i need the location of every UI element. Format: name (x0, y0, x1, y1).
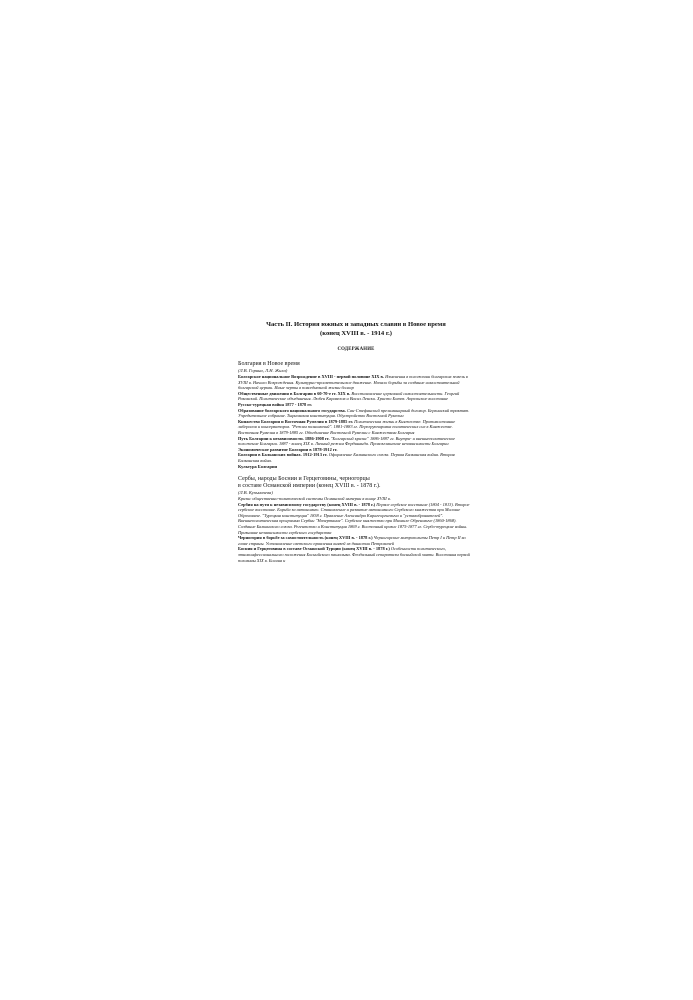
part-title-line1: Часть II. История южных и западных славян в Новое время (266, 321, 446, 328)
toc-entry-description: Восстановление церковной самостоятельности. Георгий Раковский. Политические объединения. Любен Каравелов и Васил Левски. Христо Ботев. Апрельское восстание (238, 390, 460, 402)
toc-entry-heading: Сербия на пути к независимому государству (конец XVIII в. - 1878 г.) (238, 501, 376, 507)
toc-entry-description: Изменения в положении болгарских земель в XVIII в. Начало Возрождения. Культурно-просветительское движение. Начало борьбы за создание самостоятельной болгарской церкви. Иные черты в повседневной жизни болгар (238, 374, 468, 391)
toc-entry-heading: Княжество Болгария и Восточная Румелия в 1879-1885 гг. (238, 418, 354, 424)
section-authors: (Л.В. Кузьмичева) (238, 490, 273, 496)
toc-entry (238, 546, 474, 563)
toc-entry-description: Первое сербское восстание (1804 - 1813). Второе сербское восстание. Борьба за автономию. Становление и развитие автономного Сербского княжества при Милоше Обреновиче. "Турецкая конституция" 1838 г. Правление Александра Карагеоргиевича и "уставобранителей". Внешнеполитическая программа Сербии "Начертание". Сербское княжество при Михаиле Обреновиче (1860-1868). Создание Балканского союза. Регентство и Конституция 1869 г. Восточный кризис 1875-1877 гг. Сербо-турецкие войны. Признание независимости сербского государства (238, 501, 470, 535)
toc-entry-heading: Образование болгарского национального государства. (238, 407, 346, 413)
toc-entry-description: Оформление Балканского союза. Первая Балканская война. Вторая Балканская война. (238, 452, 455, 463)
toc-entry (238, 436, 474, 447)
toc-entry-heading: Русско-турецкая война 1877 - 1878 гг. (238, 401, 312, 407)
toc-entry-description: Особенности политического, этноконфессионального положения Боснийского пашалыка. Феодальный сепаратизм боснийской знати. Восстания первой половины XIX в. Босния и (238, 546, 470, 563)
section-title-line2: в составе Османской империи (конец XVIII в. - 1878 г.). (238, 483, 381, 490)
toc-entry (238, 419, 474, 436)
section-bulgaria (238, 361, 474, 469)
section-title-line1: Сербы, народы Боснии и Герцеговины, черногорцы (238, 476, 370, 483)
toc-entry-heading: Экономическое развитие Болгарии в 1878-1912 гг. (238, 446, 338, 452)
toc-entry-description: Сан-Стефанский прелиминарный договор. Берлинский трактат. Учредительное собрание. Тырновская конституция. Обустройство Восточной Румелии (238, 407, 470, 419)
toc-entry-heading: Босния и Герцеговина в составе Османской Турции (конец XVIII в. - 1878 г.) (238, 546, 390, 552)
toc-entry-description: "Болгарский кризис" 1886-1887 гг. Внутри- и внешнеполитическое положение Болгарии. 1887 - конец XIX в. Личный режим Фердинанда. Провозглашение независимости Болгарии (238, 435, 456, 447)
toc-entry-description: Черногорские митрополиты Петр I и Петр II во главе страны. Установление светского правления князей из династии Петровичей (238, 535, 466, 546)
toc-entry-heading: Болгарское национальное Возрождение в XVIII - первой половине XIX в. (238, 374, 384, 379)
toc-entry (238, 374, 474, 391)
toc-entry (238, 408, 474, 419)
toc-entry (238, 452, 474, 463)
part-title (238, 320, 474, 338)
part-title-line2: (конец XVIII в. - 1914 г.) (320, 330, 392, 337)
toc-heading: СОДЕРЖАНИЕ (337, 347, 375, 352)
toc-entry-heading: Болгария в Балканских войнах. 1912-1913 гг. (238, 452, 328, 458)
toc-entry-heading: Общественные движения в Болгарии в 60-70-е гг. XIX в. (238, 390, 351, 396)
section-authors: (Л.В. Горина, Л.Н. Жила) (238, 368, 288, 373)
document-page (238, 320, 474, 563)
toc-entry-heading: Путь Болгарии к независимости. 1886-1908 гг. (238, 435, 330, 441)
toc-entry-description: Политическая жизнь в Княжестве. Противостояние либералов и консерваторов. "Режим полномочий". 1881-1883 гг. Перегруппировка политических сил в Княжестве. Восточная Румелия в 1879-1885 гг. Объединение Восточной Румелии с Княжеством Болгария (238, 418, 456, 435)
section-serbs (238, 476, 474, 563)
section-title: Болгария в Новое время (238, 361, 300, 367)
toc-entry-heading: Черногория в борьбе за самостоятельность (конец XVIII в. - 1878 г.) (238, 535, 373, 541)
toc-entry (238, 535, 474, 546)
toc-entry-heading: Культура Болгарии (238, 463, 278, 469)
toc-entry-description: Кризис общественно-политической системы Османской империи в конце XVIII в. (238, 496, 391, 502)
toc-entry (238, 502, 474, 536)
toc-entry (238, 391, 474, 402)
